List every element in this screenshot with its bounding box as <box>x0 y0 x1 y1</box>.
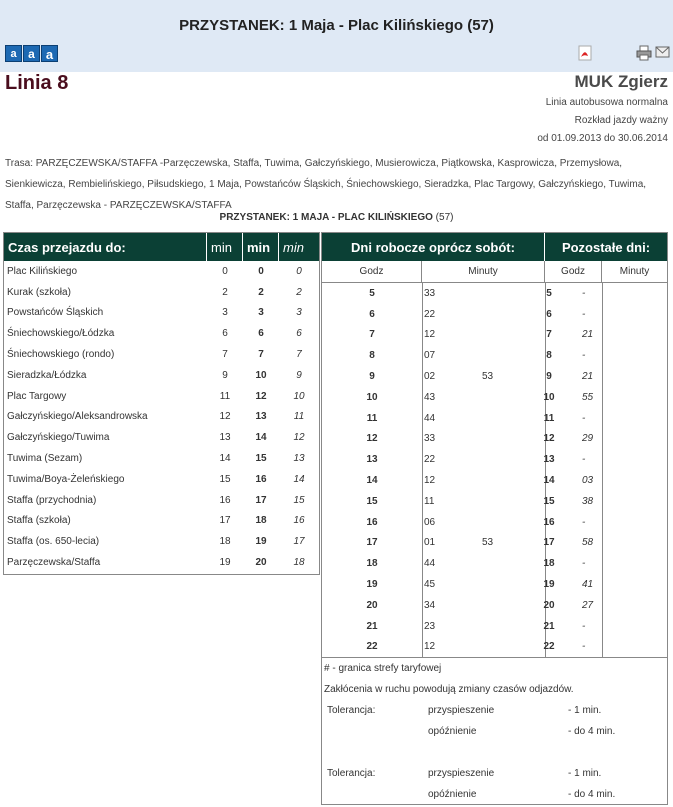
operator-name: MUK Zgierz <box>574 72 668 91</box>
other-minute: - <box>582 350 586 362</box>
weekday-minute: 33 <box>424 433 436 445</box>
travel-stop-name: Śniechowskiego (rondo) <box>7 349 115 361</box>
weekday-minute: 12 <box>424 329 436 341</box>
travel-min-2: 20 <box>255 557 267 569</box>
font-small-button[interactable]: a <box>5 45 22 62</box>
travel-stop-name: Gałczyńskiego/Tuwima <box>7 432 110 444</box>
table-row <box>4 303 319 324</box>
other-hour: 12 <box>543 433 555 445</box>
tolerance-kind: przyspieszenie <box>428 768 495 779</box>
tolerance-row <box>324 746 665 767</box>
other-hour: 22 <box>543 641 555 653</box>
table-row <box>322 429 667 450</box>
travel-stop-name: Powstańców Śląskich <box>7 307 104 319</box>
travel-min-3: 15 <box>293 494 305 506</box>
weekday-minute: 12 <box>424 641 436 653</box>
line-type: Linia autobusowa normalna <box>545 97 668 108</box>
weekday-hour: 17 <box>366 537 378 549</box>
travel-min-3: 3 <box>296 307 302 319</box>
top-bar <box>0 0 673 72</box>
travel-min-2: 2 <box>258 286 264 298</box>
weekday-minute: 01 <box>424 537 436 549</box>
travel-stop-name: Kurak (szkoła) <box>7 286 71 298</box>
weekday-minute: 12 <box>424 475 436 487</box>
table-row <box>322 325 667 346</box>
table-row <box>322 553 667 574</box>
departures-table <box>321 232 668 805</box>
table-row <box>322 449 667 470</box>
tool-icons <box>578 45 670 63</box>
tolerance-label: Tolerancja: <box>327 705 376 716</box>
font-large-button[interactable]: a <box>41 45 58 62</box>
print-icon[interactable] <box>636 45 652 61</box>
table-row <box>322 283 667 304</box>
weekday-hour-header: Godz <box>322 261 422 282</box>
travel-min-2: 14 <box>255 432 267 444</box>
other-hour: 5 <box>546 287 552 299</box>
travel-min-3: 12 <box>293 432 305 444</box>
travel-stop-name: Parzęczewska/Staffa <box>7 557 101 569</box>
weekday-hour: 16 <box>366 516 378 528</box>
travel-min-3: 0 <box>296 265 302 277</box>
table-row <box>4 469 319 490</box>
table-row <box>322 574 667 595</box>
table-row <box>322 595 667 616</box>
other-hour: 10 <box>543 391 555 403</box>
other-minute: 55 <box>582 391 594 403</box>
table-row <box>4 282 319 303</box>
travel-min-1: 16 <box>219 494 231 506</box>
travel-min-1: 3 <box>222 307 228 319</box>
weekday-minute: 02 <box>424 371 436 383</box>
travel-stop-name: Plac Targowy <box>7 390 67 402</box>
tolerance-kind <box>428 746 568 767</box>
weekday-minute-extra: 53 <box>481 537 494 549</box>
weekday-minute: 45 <box>424 579 436 591</box>
travel-min-3: 11 <box>293 411 305 423</box>
travel-min-2: 7 <box>258 349 264 361</box>
table-row <box>322 512 667 533</box>
travel-min-2: 3 <box>258 307 264 319</box>
weekday-minute: 44 <box>424 412 436 424</box>
other-hour: 19 <box>543 579 555 591</box>
table-row <box>4 344 319 365</box>
other-minute: - <box>582 516 586 528</box>
weekday-minutes-header: Minuty <box>422 261 545 282</box>
tolerance-row <box>324 767 665 788</box>
departures-header <box>322 233 667 261</box>
travel-stop-name: Staffa (przychodnia) <box>7 494 97 506</box>
travel-body <box>4 261 319 573</box>
table-row <box>322 637 667 658</box>
weekday-hour: 22 <box>366 641 378 653</box>
other-hour: 13 <box>543 454 555 466</box>
table-row <box>4 365 319 386</box>
other-minute: 03 <box>582 475 594 487</box>
table-row <box>322 533 667 554</box>
tolerance-label <box>324 788 428 807</box>
weekday-minute: 43 <box>424 391 436 403</box>
tolerance-value: - 1 min. <box>568 768 602 779</box>
tolerance-value: - do 4 min. <box>568 789 616 800</box>
email-icon[interactable] <box>655 45 670 59</box>
table-row <box>322 470 667 491</box>
travel-min-1: 7 <box>222 349 228 361</box>
other-hour: 16 <box>543 516 555 528</box>
weekday-hour: 15 <box>366 495 378 507</box>
other-hour: 20 <box>543 599 555 611</box>
table-row <box>4 490 319 511</box>
tolerance-row <box>324 788 665 807</box>
travel-min-2: 0 <box>258 265 264 277</box>
weekday-minute: 33 <box>424 287 436 299</box>
tolerance-value: - 1 min. <box>568 705 602 716</box>
other-minute: - <box>582 287 586 299</box>
travel-stop-name: Gałczyńskiego/Aleksandrowska <box>7 411 148 423</box>
travel-header-min-1: min <box>207 233 243 261</box>
weekday-hour: 18 <box>366 558 378 570</box>
table-row <box>322 387 667 408</box>
weekday-hour: 6 <box>369 308 375 320</box>
page-title: PRZYSTANEK: 1 Maja - Plac Kilińskiego (57) <box>179 17 494 34</box>
travel-min-1: 15 <box>219 473 231 485</box>
travel-min-3: 10 <box>293 390 305 402</box>
table-row <box>322 408 667 429</box>
tolerance-value: - do 4 min. <box>568 726 616 737</box>
valid-label: Rozkład jazdy ważny <box>574 115 668 126</box>
table-row <box>322 491 667 512</box>
table-row <box>4 511 319 532</box>
tolerance-label: Tolerancja: <box>327 768 376 779</box>
travel-stop-name: Sieradzka/Łódzka <box>7 369 87 381</box>
travel-min-3: 18 <box>293 557 305 569</box>
travel-min-3: 16 <box>293 515 305 527</box>
travel-stop-name: Tuwima (Sezam) <box>7 453 83 465</box>
travel-min-2: 15 <box>255 453 267 465</box>
travel-stop-name: Tuwima/Boya-Żeleńskiego <box>7 473 125 485</box>
table-row <box>4 407 319 428</box>
other-minute: 58 <box>582 537 594 549</box>
other-days-header: Pozostałe dni: <box>561 239 651 255</box>
departures-body <box>322 283 667 657</box>
travel-min-2: 6 <box>258 328 264 340</box>
travel-min-3: 6 <box>296 328 302 340</box>
travel-min-1: 19 <box>219 557 231 569</box>
other-hour: 8 <box>546 350 552 362</box>
weekday-minute: 44 <box>424 558 436 570</box>
table-row <box>322 345 667 366</box>
other-hour-header: Godz <box>545 261 602 282</box>
other-hour: 17 <box>543 537 555 549</box>
weekday-hour: 14 <box>366 475 378 487</box>
weekday-minute: 22 <box>424 308 436 320</box>
weekday-minute: 22 <box>424 454 436 466</box>
travel-min-2: 18 <box>255 515 267 527</box>
other-minute: 38 <box>582 495 594 507</box>
weekday-hour: 20 <box>366 599 378 611</box>
tolerance-list <box>324 704 665 807</box>
travel-min-1: 11 <box>219 390 231 402</box>
table-row <box>4 531 319 552</box>
travel-min-3: 9 <box>296 369 302 381</box>
table-row <box>4 552 319 573</box>
other-hour: 11 <box>543 412 555 424</box>
travel-time-table <box>3 232 320 575</box>
other-hour: 9 <box>546 371 552 383</box>
travel-min-3: 14 <box>293 473 305 485</box>
table-row <box>322 616 667 637</box>
travel-min-2: 12 <box>255 390 267 402</box>
travel-min-2: 16 <box>255 473 267 485</box>
fare-zone-note: # - granica strefy taryfowej <box>324 663 442 674</box>
font-medium-button[interactable]: a <box>23 45 40 62</box>
table-row <box>4 427 319 448</box>
travel-min-1: 12 <box>219 411 231 423</box>
table-row <box>322 366 667 387</box>
other-hour: 6 <box>546 308 552 320</box>
route-description: Trasa: PARZĘCZEWSKA/STAFFA -Parzęczewska, Staffa, Tuwima, Gałczyńskiego, Musierowicza, Piątkowska, Kasprowicza, Przemysłowa, Sienkiewicza, Rembielińskiego, Piłsudskiego, 1 Maja, Powstańców Śląskich, Śniechowskiego, Sieradzka, Plac Targowy, Gałczyńskiego, Tuwima, Staffa, Parzęczewska - PARZĘCZEWSKA/STAFFA <box>5 158 647 211</box>
font-size-controls <box>5 45 58 62</box>
weekday-minute: 34 <box>424 599 436 611</box>
tolerance-value <box>568 746 648 767</box>
other-minute: 29 <box>582 433 594 445</box>
tolerance-row <box>324 704 665 725</box>
travel-min-3: 17 <box>293 536 305 548</box>
table-row <box>4 323 319 344</box>
other-minute: 21 <box>582 329 594 341</box>
other-minute: - <box>582 620 586 632</box>
travel-min-2: 10 <box>255 369 267 381</box>
weekday-hour: 21 <box>366 620 378 632</box>
weekday-minute: 23 <box>424 620 436 632</box>
pdf-icon[interactable] <box>578 45 592 61</box>
weekday-hour: 19 <box>366 579 378 591</box>
travel-min-1: 14 <box>219 453 231 465</box>
travel-min-3: 2 <box>296 286 302 298</box>
other-minute: - <box>582 412 586 424</box>
travel-min-1: 9 <box>222 369 228 381</box>
weekday-hour: 7 <box>369 329 375 341</box>
stop-number: (57) <box>435 212 454 223</box>
travel-header-stop: Czas przejazdu do: <box>4 233 207 261</box>
travel-min-1: 0 <box>222 265 228 277</box>
weekday-header: Dni robocze oprócz sobót: <box>322 233 545 261</box>
weekday-minute: 06 <box>424 516 436 528</box>
travel-min-1: 17 <box>219 515 231 527</box>
notes <box>322 657 667 807</box>
other-hour: 21 <box>543 620 555 632</box>
departures-rows <box>322 283 667 657</box>
travel-header-min-3: min <box>283 239 304 255</box>
weekday-minute: 07 <box>424 350 436 362</box>
other-hour: 14 <box>543 475 555 487</box>
travel-min-2: 19 <box>255 536 267 548</box>
valid-range: od 01.09.2013 do 30.06.2014 <box>537 133 668 144</box>
stop-heading <box>0 212 673 223</box>
other-hour: 18 <box>543 558 555 570</box>
weekday-hour: 12 <box>366 433 378 445</box>
other-hour: 7 <box>546 329 552 341</box>
travel-min-1: 18 <box>219 536 231 548</box>
other-minute: - <box>582 454 586 466</box>
travel-min-3: 7 <box>296 349 302 361</box>
other-minute: - <box>582 308 586 320</box>
table-row <box>322 304 667 325</box>
travel-stop-name: Plac Kilińskiego <box>7 265 78 277</box>
weekday-hour: 10 <box>366 391 378 403</box>
travel-stop-name: Staffa (szkoła) <box>7 515 71 527</box>
travel-min-1: 2 <box>222 286 228 298</box>
travel-stop-name: Staffa (os. 650-lecia) <box>7 536 100 548</box>
weekday-minute-extra: 53 <box>481 371 494 383</box>
tolerance-kind: opóźnienie <box>428 726 477 737</box>
tolerance-row <box>324 725 665 746</box>
table-row <box>4 261 319 282</box>
other-minutes-header: Minuty <box>619 266 650 277</box>
travel-min-1: 13 <box>219 432 231 444</box>
other-hour: 15 <box>543 495 555 507</box>
travel-stop-name: Śniechowskiego/Łódzka <box>7 328 115 340</box>
line-name: Linia 8 <box>5 72 69 94</box>
weekday-minute: 11 <box>424 495 435 507</box>
weekday-hour: 13 <box>366 454 378 466</box>
disruption-note: Zakłócenia w ruchu powodują zmiany czasów odjazdów. <box>324 684 574 695</box>
stop-label: PRZYSTANEK: 1 MAJA - PLAC KILIŃSKIEGO <box>219 212 433 223</box>
travel-min-2: 13 <box>255 411 267 423</box>
weekday-hour: 11 <box>366 412 378 424</box>
weekday-hour: 9 <box>369 371 375 383</box>
tolerance-label <box>324 725 428 746</box>
travel-min-3: 13 <box>293 453 305 465</box>
tolerance-kind: opóźnienie <box>428 789 477 800</box>
departures-subheader <box>322 261 667 283</box>
other-minute: - <box>582 558 586 570</box>
other-minute: - <box>582 641 586 653</box>
other-minute: 27 <box>582 599 594 611</box>
other-minute: 21 <box>582 371 594 383</box>
travel-min-2: 17 <box>255 494 267 506</box>
travel-header <box>4 233 319 261</box>
tolerance-label <box>324 746 428 767</box>
travel-min-1: 6 <box>222 328 228 340</box>
weekday-hour: 5 <box>369 287 375 299</box>
travel-header-min-2: min <box>243 233 279 261</box>
table-row <box>4 386 319 407</box>
tolerance-kind: przyspieszenie <box>428 705 495 716</box>
weekday-hour: 8 <box>369 350 375 362</box>
table-row <box>4 448 319 469</box>
other-minute: 41 <box>582 579 594 591</box>
